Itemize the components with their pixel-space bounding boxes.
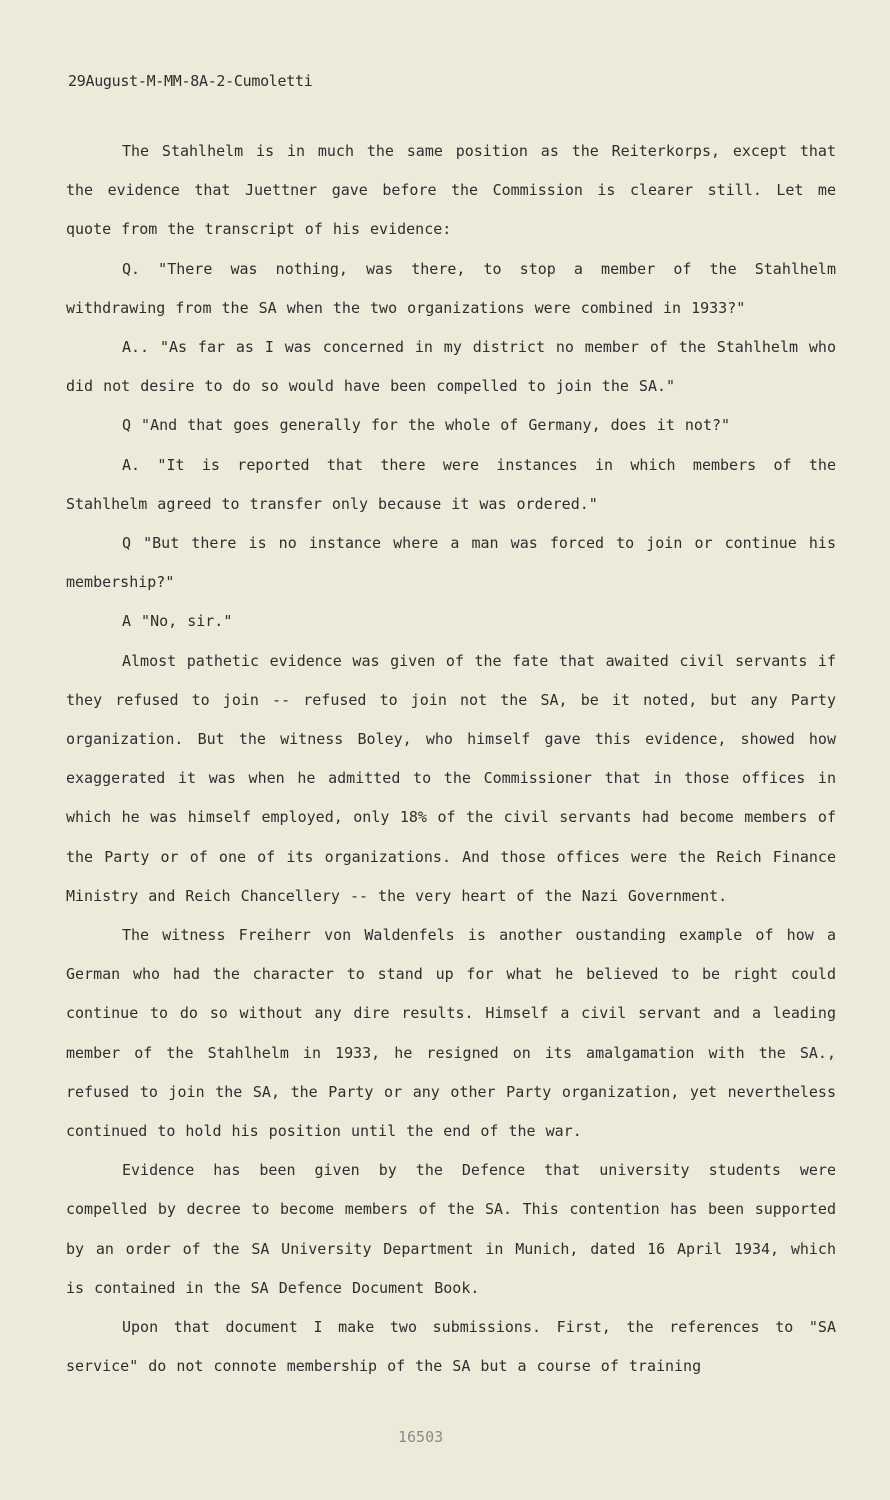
paragraph-civil-servants: Almost pathetic evidence was given of the fate that awaited civil servants if they refused to join -- refused to join not the SA, be it noted, but any Party organization. But the witness Boley, who himself gave this evidence, showed how exaggerated it was when he admitted to the Commissioner that in those offices in which he was himself employed, only 18% of the civil servants had become members of the Party or of one of its organizations. And those offices were the Reich Finance Ministry and Reich Chancellery -- the very heart of the Nazi Government.: [66, 651, 836, 905]
page-number: 16503: [398, 1428, 444, 1446]
transcript-answer-3: A "No, sir.": [122, 612, 233, 631]
transcript-answer-1: A.. "As far as I was concerned in my district no member of the Stahlhelm who did not desire to do so would have been compelled to join the SA.": [66, 338, 836, 396]
transcript-question-2: Q "And that goes generally for the whole of Germany, does it not?": [122, 416, 731, 435]
transcript-answer-2: A. "It is reported that there were instances in which members of the Stahlhelm agreed to transfer only because it was ordered.": [66, 455, 836, 513]
document-body: [66, 132, 836, 1387]
document-header: 29August-M-MM-8A-2-Cumoletti: [68, 72, 313, 90]
paragraph-stahlhelm-intro: The Stahlhelm is in much the same position as the Reiterkorps, except that the evidence that Juettner gave before the Commission is clearer still. Let me quote from the transcript of his evidence:: [66, 142, 836, 239]
paragraph-submissions: Upon that document I make two submissions. First, the references to "SA service" do not connote membership of the SA but a course of training: [66, 1318, 836, 1376]
paragraph-university-students: Evidence has been given by the Defence that university students were compelled by decree to become members of the SA. This contention has been supported by an order of the SA University Department in Munich, dated 16 April 1934, which is contained in the SA Defence Document Book.: [66, 1161, 836, 1297]
paragraph-waldenfels: The witness Freiherr von Waldenfels is another oustanding example of how a German who had the character to stand up for what he believed to be right could continue to do so without any dire results. Himself a civil servant and a leading member of the Stahlhelm in 1933, he resigned on its amalgamation with the SA., refused to join the SA, the Party or any other Party organization, yet nevertheless continued to hold his position until the end of the war.: [66, 926, 836, 1141]
transcript-question-3: Q "But there is no instance where a man was forced to join or continue his membership?": [66, 534, 836, 592]
transcript-question-1: Q. "There was nothing, was there, to stop a member of the Stahlhelm withdrawing from the SA when the two organizations were combined in 1933?": [66, 259, 836, 317]
